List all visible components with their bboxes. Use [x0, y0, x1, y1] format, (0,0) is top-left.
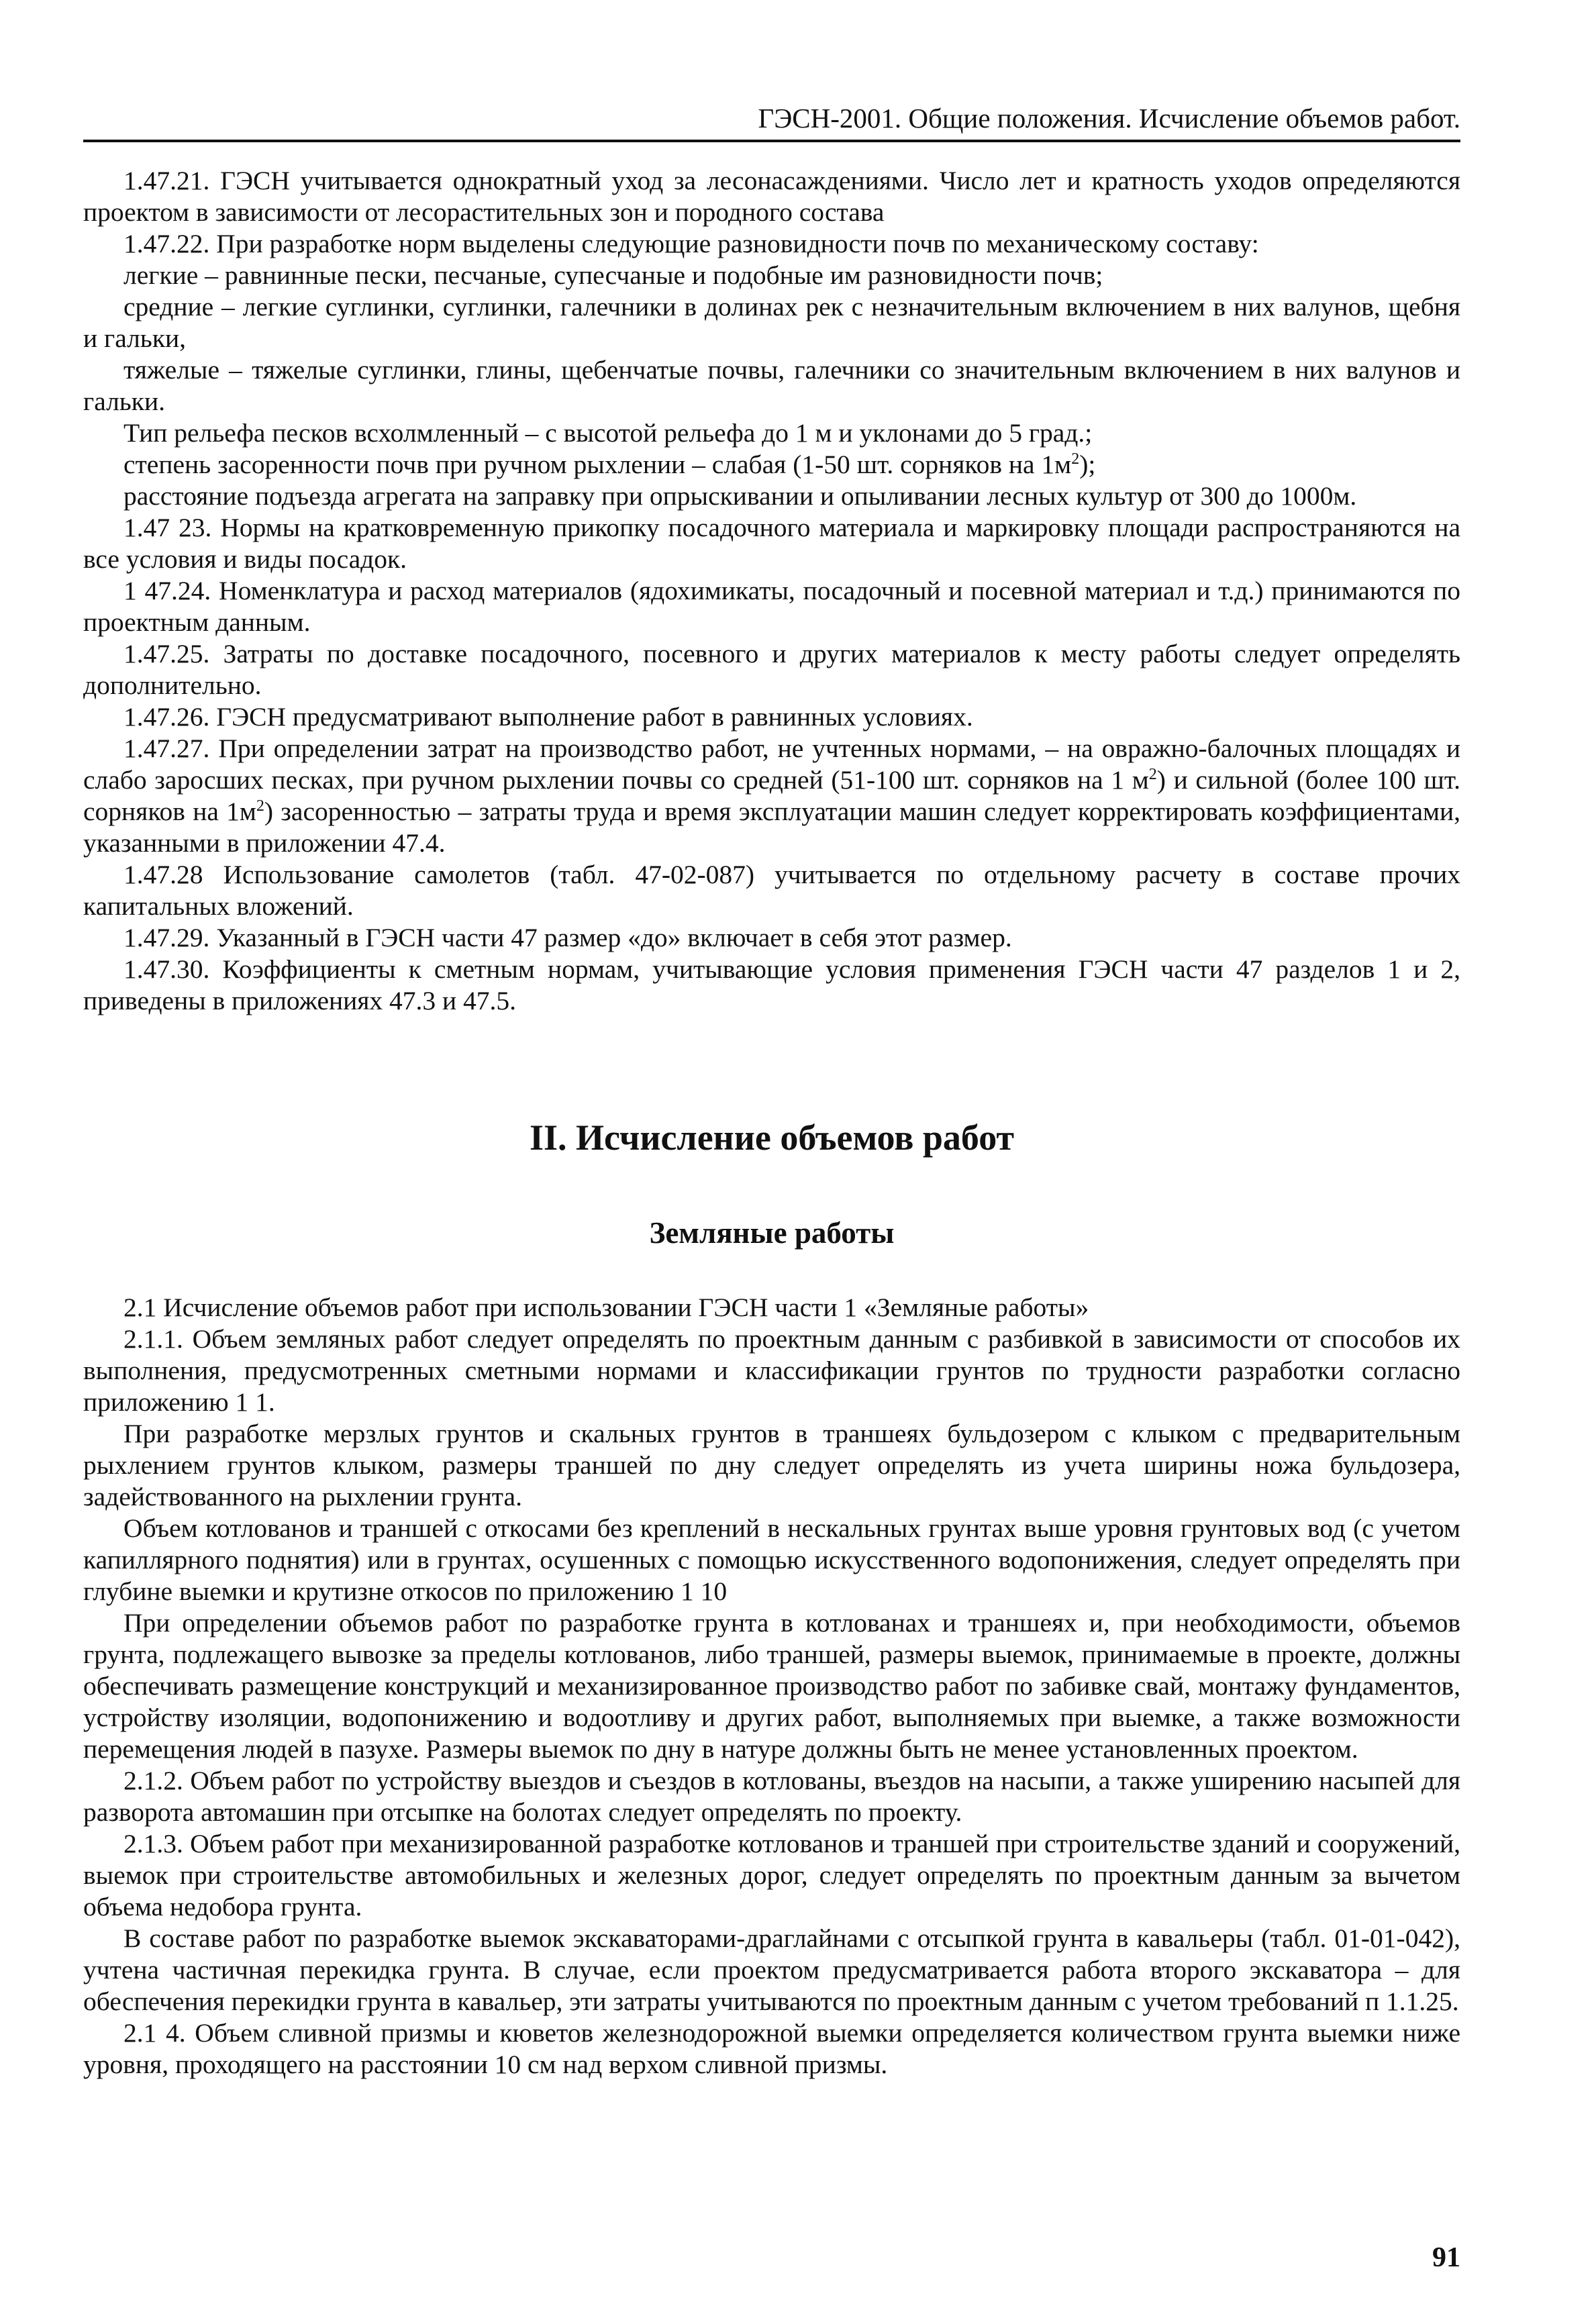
paragraph-1-47-25: 1.47.25. Затраты по доставке посадочного, посевного и других материалов к месту работы следует определять дополнительно. — [83, 639, 1460, 700]
superscript: 2 — [1148, 765, 1157, 783]
paragraph-1-47-30: 1.47.30. Коэффициенты к сметным нормам, учитывающие условия применения ГЭСН части 47 разделов 1 и 2, приведены в приложениях 47.3 и 47.5. — [83, 954, 1460, 1015]
superscript: 2 — [1071, 450, 1080, 468]
text-run: ); — [1079, 450, 1096, 479]
paragraph-frozen-soils: При разработке мерзлых грунтов и скальных грунтов в траншеях бульдозером с клыком с предварительным рыхлением грунтов клыком, размеры траншей по дну следует определять из учета ширины ножа бульдозера, задействованного на рыхлении грунта. — [83, 1419, 1460, 1511]
paragraph-1-47-22: 1.47.22. При разработке норм выделены следующие разновидности почв по механическому составу: — [123, 229, 1259, 258]
paragraph-1-47-23: 1.47 23. Нормы на кратковременную прикопку посадочного материала и маркировку площади распространяются на все условия и виды посадок. — [83, 513, 1460, 574]
paragraph-1-47-27 — [83, 733, 1460, 859]
paragraph-2-1-1: 2.1.1. Объем земляных работ следует определять по проектным данным с разбивкой в зависимости от способов их выполнения, предусмотренных сметными нормами и классификации грунтов по трудности разработки согласно приложению 1 1. — [83, 1324, 1460, 1417]
paragraph-2-1-4: 2.1 4. Объем сливной призмы и кюветов железнодорожной выемки определяется количеством грунта выемки ниже уровня, проходящего на расстоянии 10 см над верхом сливной призмы. — [83, 2018, 1460, 2079]
section-title: II. Исчисление объемов работ — [529, 1117, 1015, 1158]
paragraph-relief-type: Тип рельефа песков всхолмленный – с высотой рельефа до 1 м и уклонами до 5 град.; — [123, 418, 1093, 448]
header-rule — [83, 140, 1460, 142]
paragraph-1-47-26: 1.47.26. ГЭСН предусматривают выполнение работ в равнинных условиях. — [123, 702, 973, 732]
paragraph-heavy-soils: тяжелые – тяжелые суглинки, глины, щебенчатые почвы, галечники со значительным включением в них валунов и гальки. — [83, 355, 1460, 416]
paragraph-weed-level — [83, 449, 1460, 481]
paragraph-1-47-24: 1 47.24. Номенклатура и расход материалов (ядохимикаты, посадочный и посевной материал и т.д.) принимаются по проектным данным. — [83, 576, 1460, 637]
subsection-title: Земляные работы — [649, 1216, 895, 1250]
paragraph-1-47-29: 1.47.29. Указанный в ГЭСН части 47 размер «до» включает в себя этот размер. — [123, 923, 1012, 952]
paragraph-2-1-2: 2.1.2. Объем работ по устройству выездов и съездов в котлованы, въездов на насыпи, а также уширению насыпей для разворота автомашин при отсыпке на болотах следует определять по проекту. — [83, 1766, 1460, 1827]
paragraph-excavation-size: При определении объемов работ по разработке грунта в котлованах и траншеях и, при необходимости, объемов грунта, подлежащего вывозке за пределы котлованов, либо траншей, размеры выемок, принимаемые в проекте, должны обеспечивать размещение конструкций и механизированное производство работ по забивке свай, монтажу фундаментов, устройству изоляции, водопонижению и водоотливу и других работ, выполняемых при выемке, а также возможности перемещения людей в пазухе. Размеры выемок по дну в натуре должны быть не менее установленных проектом. — [83, 1608, 1460, 1764]
text-run: ) засоренностью – затраты труда и время эксплуатации машин следует корректировать коэффициентами, указанными в приложении 47.4. — [83, 797, 1461, 858]
paragraph-1-47-28: 1.47.28 Использование самолетов (табл. 47-02-087) учитывается по отдельному расчету в составе прочих капитальных вложений. — [83, 860, 1460, 921]
paragraph-2-1-3: 2.1.3. Объем работ при механизированной разработке котлованов и траншей при строительстве зданий и сооружений, выемок при строительстве автомобильных и железных дорог, следует определять по проектным данным за вычетом объема недобора грунта. — [83, 1829, 1460, 1921]
paragraph-medium-soils: средние – легкие суглинки, суглинки, галечники в долинах рек с незначительным включением в них валунов, щебня и гальки, — [83, 292, 1460, 353]
section-1-47-continuation — [83, 165, 1460, 1017]
paragraph-pit-volume: Объем котлованов и траншей с откосами без креплений в нескальных грунтах выше уровня грунтовых вод (с учетом капиллярного поднятия) или в грунтах, осушенных с помощью искусственного водопонижения, следует определять при глубине выемки и крутизне откосов по приложению 1 10 — [83, 1513, 1460, 1606]
text-run: степень засоренности почв при ручном рыхлении – слабая (1-50 шт. сорняков на 1м — [123, 450, 1072, 479]
page-number: 91 — [1432, 2242, 1460, 2273]
text-run: ) и сильной (более 100 шт. сорняков на 1м — [83, 765, 1460, 826]
paragraph-2-1: 2.1 Исчисление объемов работ при использовании ГЭСН части 1 «Земляные работы» — [123, 1293, 1089, 1322]
paragraph-draglines: В составе работ по разработке выемок экскаваторами-драглайнами с отсыпкой грунта в кавальеры (табл. 01-01-042), учтена частичная перекидка грунта. В случае, если проектом предусматривается работа второго экскаватора – для обеспечения перекидки грунта в кавальер, эти затраты учитываются по проектным данным с учетом требований п 1.1.25. — [83, 1923, 1460, 2016]
superscript: 2 — [256, 797, 264, 815]
text-run: 1.47.27. При определении затрат на производство работ, не учтенных нормами, – на овражно-балочных площадях и слабо заросших песках, при ручном рыхлении почвы со средней (51-100 шт. сорняков на 1 м — [83, 734, 1460, 795]
paragraph-1-47-21: 1.47.21. ГЭСН учитывается однократный уход за лесонасаждениями. Число лет и кратность уходов определяются проектом в зависимости от лесорастительных зон и породного состава — [83, 166, 1460, 227]
paragraph-refuel-distance: расстояние подъезда агрегата на заправку при опрыскивании и опыливании лесных культур от 300 до 1000м. — [123, 481, 1357, 511]
running-header: ГЭСН-2001. Общие положения. Исчисление объемов работ. — [758, 103, 1460, 134]
paragraph-light-soils: легкие – равнинные пески, песчаные, супесчаные и подобные им разновидности почв; — [123, 260, 1103, 290]
section-earthworks — [83, 1292, 1460, 2081]
